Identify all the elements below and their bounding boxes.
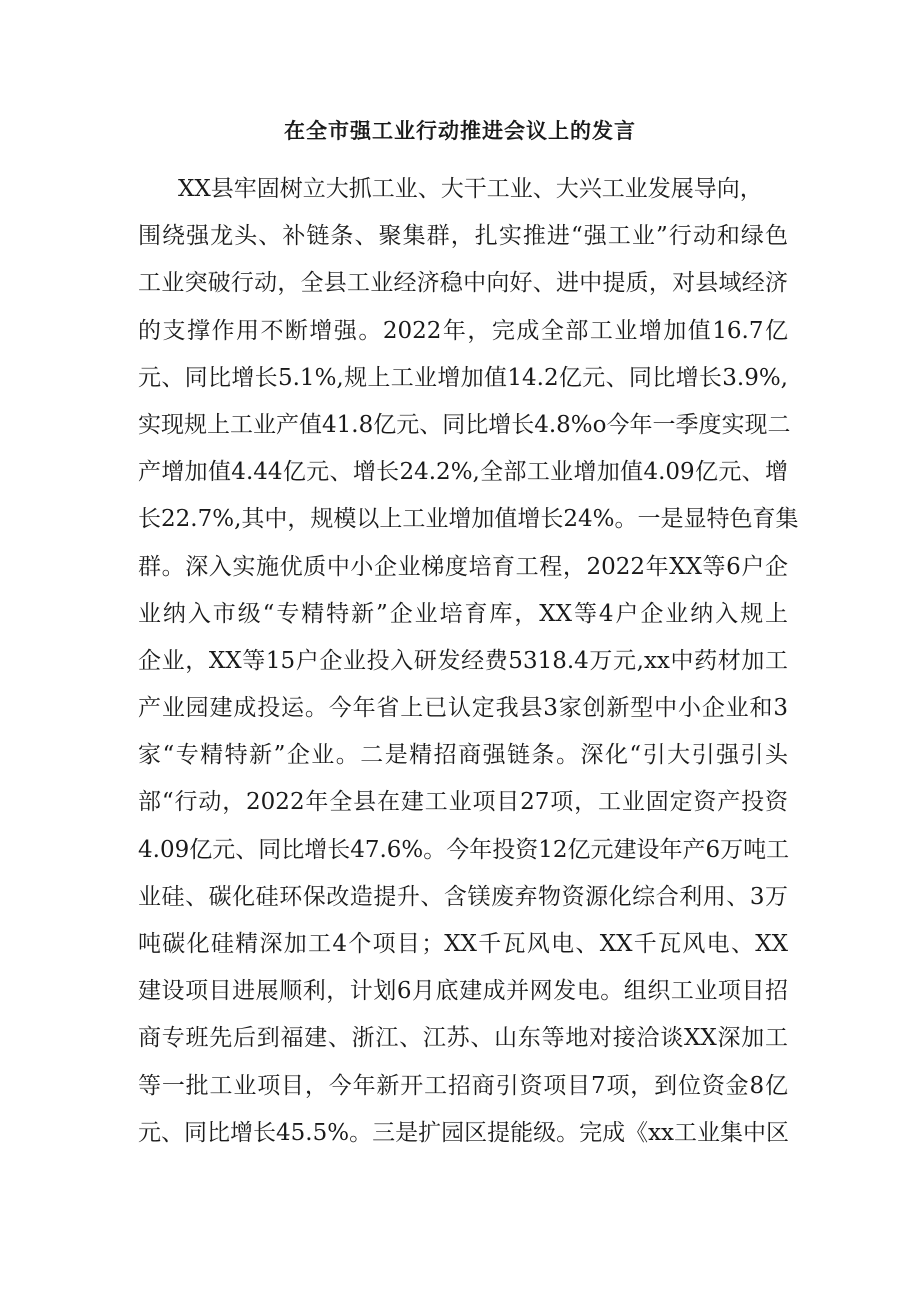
body-line: XX县牢固树立大抓工业、大干工业、大兴工业发展导向，: [178, 176, 763, 202]
document-body: [138, 169, 799, 1160]
body-line: 4.09亿元、同比增长47.6%。今年投资12亿元建设年产6万吨工: [138, 836, 790, 863]
body-line: 建设项目进展顺利，计划6月底建成并网发电。组织工业项目招: [138, 978, 788, 1005]
body-line: 实现规上工业产值41.8亿元、同比增长4.8%o今年一季度实现二: [138, 411, 791, 438]
body-line: 业硅、碳化硅环保改造提升、含镁废弃物资源化综合利用、3万: [138, 883, 788, 910]
body-line: 商专班先后到福建、浙江、江苏、山东等地对接洽谈XX深加工: [138, 1025, 788, 1052]
body-line: 元、同比增长45.5%。三是扩园区提能级。完成《xx工业集中区: [138, 1119, 790, 1146]
document-title: 在全市强工业行动推进会议上的发言: [284, 118, 636, 143]
body-line: 元、同比增长5.1%,规上工业增加值14.2亿元、同比增长3.9%,: [138, 364, 788, 391]
body-line: 群。深入实施优质中小企业梯度培育工程，2022年XX等6户企: [138, 553, 788, 580]
body-line: 部“行动，2022年全县在建工业项目27项，工业固定资产投资: [138, 789, 788, 816]
body-line: 业纳入市级“专精特新”企业培育库，XX等4户企业纳入规上: [138, 600, 788, 627]
body-line: 长22.7%,其中，规模以上工业增加值增长24%。一是显特色育集: [138, 506, 799, 533]
body-line: 家“专精特新”企业。二是精招商强链条。深化“引大引强引头: [138, 742, 788, 769]
body-line: 产增加值4.44亿元、增长24.2%,全部工业增加值4.09亿元、增: [138, 459, 788, 486]
body-line: 企业，XX等15户企业投入研发经费5318.4万元,xx中药材加工: [138, 647, 788, 674]
body-line: 工业突破行动，全县工业经济稳中向好、进中提质，对县域经济: [138, 270, 788, 297]
body-line: 围绕强龙头、补链条、聚集群，扎实推进“强工业”行动和绿色: [138, 223, 788, 250]
body-line: 的支撑作用不断增强。2022年，完成全部工业增加值16.7亿: [138, 317, 788, 344]
body-line: 等一批工业项目，今年新开工招商引资项目7项，到位资金8亿: [138, 1072, 788, 1099]
body-line: 产业园建成投运。今年省上已认定我县3家创新型中小企业和3: [138, 695, 788, 722]
body-line: 吨碳化硅精深加工4个项目；XX千瓦风电、XX千瓦风电、XX: [138, 931, 788, 957]
